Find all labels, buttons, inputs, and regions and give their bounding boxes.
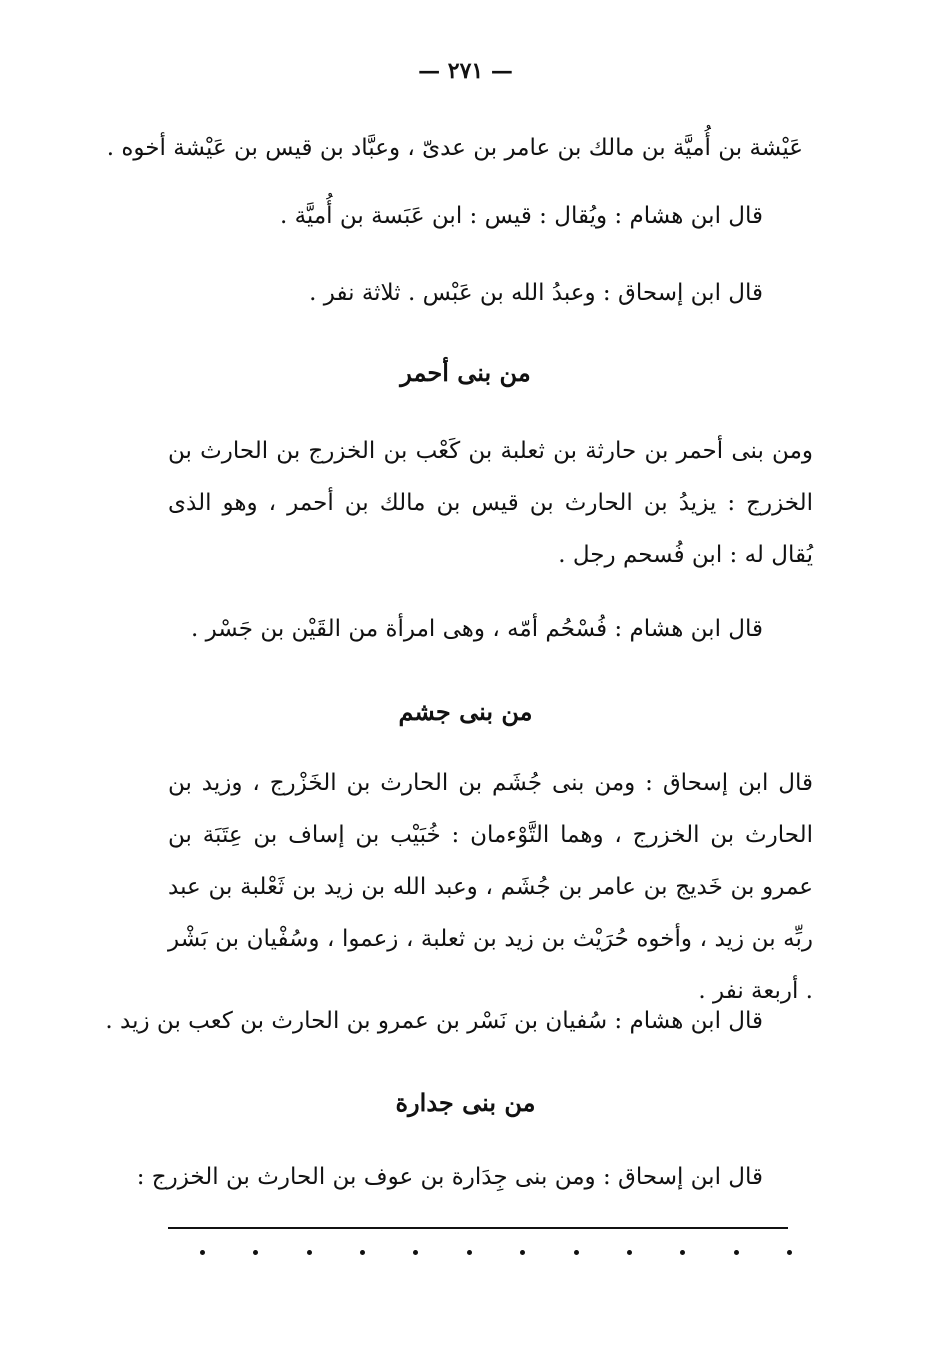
footer-dot bbox=[574, 1250, 579, 1255]
page-number: — ٢٧١ — bbox=[418, 58, 513, 84]
section-note-ahmar: قال ابن هشام : فُسْحُم أمّه ، وهى امرأة من القَيْن بن جَسْر . bbox=[190, 616, 763, 642]
text-line-3: قال ابن إسحاق : وعبدُ الله بن عَبْس . ثلاثة نفر . bbox=[309, 280, 763, 306]
section-heading-judara: من بنى جدارة bbox=[395, 1088, 536, 1117]
footer-dot bbox=[787, 1250, 792, 1255]
section-note-jusham: قال ابن هشام : سُفيان بن نَسْر بن عمرو بن الحارث بن كعب بن زيد . bbox=[105, 1008, 763, 1034]
section-line-judara: قال ابن إسحاق : ومن بنى جِدَارة بن عوف بن الحارث بن الخزرج : bbox=[136, 1164, 763, 1190]
footer-dot bbox=[627, 1250, 632, 1255]
section-heading-ahmar: من بنى أحمر bbox=[400, 358, 531, 387]
footer-rule bbox=[168, 1227, 788, 1229]
section-paragraph-ahmar: ومن بنى أحمر بن حارثة بن ثعلبة بن كَعْب بن الخزرج بن الحارث بن الخزرج : يزيدُ بن الحارث بن قيس بن مالك بن أحمر ، وهو الذى يُقال له : ابن فُسحم رجل . bbox=[168, 438, 813, 568]
footer-dot bbox=[200, 1250, 205, 1255]
footer-dot bbox=[520, 1250, 525, 1255]
footer-dot bbox=[680, 1250, 685, 1255]
footer-dot bbox=[253, 1250, 258, 1255]
text-line-2: قال ابن هشام : ويُقال : قيس : ابن عَبَسة بن أُميَّة . bbox=[279, 203, 763, 229]
footer-dots bbox=[200, 1250, 792, 1255]
footer-dot bbox=[467, 1250, 472, 1255]
footer-dot bbox=[307, 1250, 312, 1255]
section-paragraph-jusham: قال ابن إسحاق : ومن بنى جُشَم بن الحارث بن الخَزْرج ، وزيد بن الحارث بن الخزرج ، وهما التَّوْءمان : خُبَيْب بن إساف بن عِتَبَة بن عمرو بن خَديج بن عامر بن جُشَم ، وعبد الله بن زيد بن ثَعْلبة بن عبد ربِّه بن زيد ، وأخوه حُرَيْث بن زيد بن ثعلبة ، زعموا ، وسُفْيان بن بَشْر . أربعة نفر . bbox=[168, 770, 813, 1004]
footer-dot bbox=[413, 1250, 418, 1255]
section-heading-jusham: من بنى جشم bbox=[398, 697, 533, 726]
text-line-1: عَيْشة بن أُميَّة بن مالك بن عامر بن عدىّ ، وعبَّاد بن قيس بن عَيْشة أخوه . bbox=[106, 135, 803, 161]
footer-dot bbox=[360, 1250, 365, 1255]
footer-dot bbox=[734, 1250, 739, 1255]
